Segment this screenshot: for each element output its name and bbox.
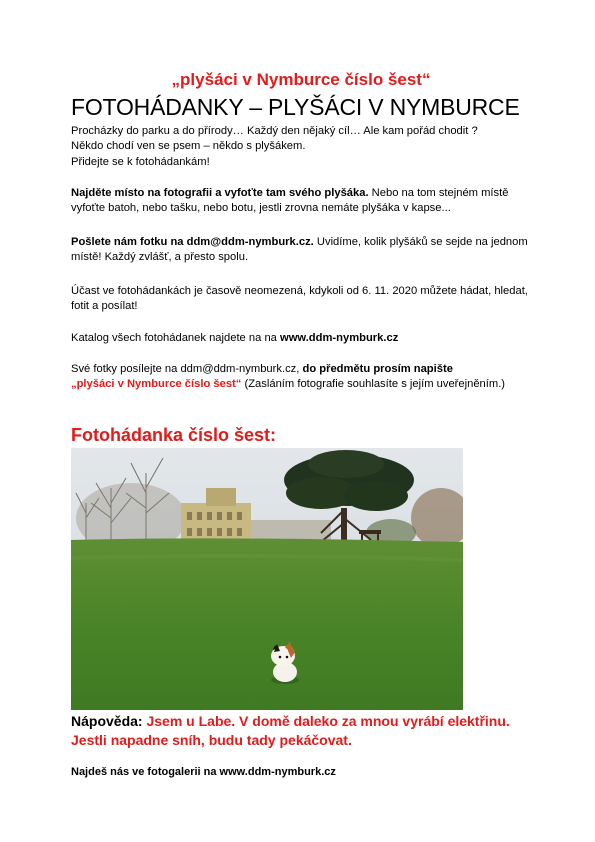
catalog-paragraph <box>71 331 531 346</box>
catalog-text: Katalog všech fotohádanek najdete na na <box>71 332 280 344</box>
subject-text: Své fotky posílejte na ddm@ddm-nymburk.cz, <box>71 363 300 375</box>
top-title: „plyšáci v Nymburce číslo šest“ <box>171 70 431 89</box>
subject-rest: (Zasláním fotografie souhlasíte s jejím uveřejněním.) <box>241 378 506 391</box>
hint-label: Nápověda: <box>71 713 143 729</box>
task-text: Nebo na tom stejném místě vyfoťte batoh, nebo tašku, nebo botu, jestli zrovna nemáte plyšáka v kapse... <box>71 187 509 215</box>
footer-text: Najdeš nás ve fotogalerii na www.ddm-nymburk.cz <box>71 766 336 778</box>
subject-red: „plyšáci v Nymburce číslo šest“ <box>71 378 242 391</box>
task-paragraph <box>71 186 531 217</box>
task-bold: Najděte místo na fotografii a vyfoťte tam svého plyšáka. <box>71 187 369 199</box>
intro-line-3: Přidejte se k fotohádankám! <box>71 155 210 168</box>
subject-bold: do předmětu prosím napište <box>299 363 453 375</box>
send-text: Uvidíme, kolik plyšáků se sejde na jednom místě! Každý zvlášť, a přesto spolu. <box>71 236 528 264</box>
hint-paragraph <box>71 712 541 750</box>
subject-paragraph <box>71 362 531 393</box>
intro-line-1: Procházky do parku a do přírody… Každý den nějaký cíl… Ale kam pořád chodit ? <box>71 125 478 137</box>
intro-paragraph <box>71 124 531 170</box>
catalog-link[interactable]: www.ddm-nymburk.cz <box>280 332 399 344</box>
section-title: Fotohádanka číslo šest: <box>71 425 277 445</box>
park-photo <box>71 448 463 710</box>
send-bold: Pošlete nám fotku na ddm@ddm-nymburk.cz. <box>71 236 314 248</box>
timing-paragraph: Účast ve fotohádankách je časově neomezená, kdykoli od 6. 11. 2020 můžete hádat, hledat, fotit a posílat! <box>71 285 528 313</box>
hint-text: Jsem u Labe. V domě daleko za mnou vyrábí elektřinu. Jestli napadne sníh, budu tady pekáčovat. <box>71 713 510 748</box>
send-paragraph <box>71 235 531 266</box>
main-title: FOTOHÁDANKY – PLYŠÁCI V NYMBURCE <box>71 94 520 120</box>
intro-line-2: Někdo chodí ven se psem – někdo s plyšákem. <box>71 140 306 153</box>
